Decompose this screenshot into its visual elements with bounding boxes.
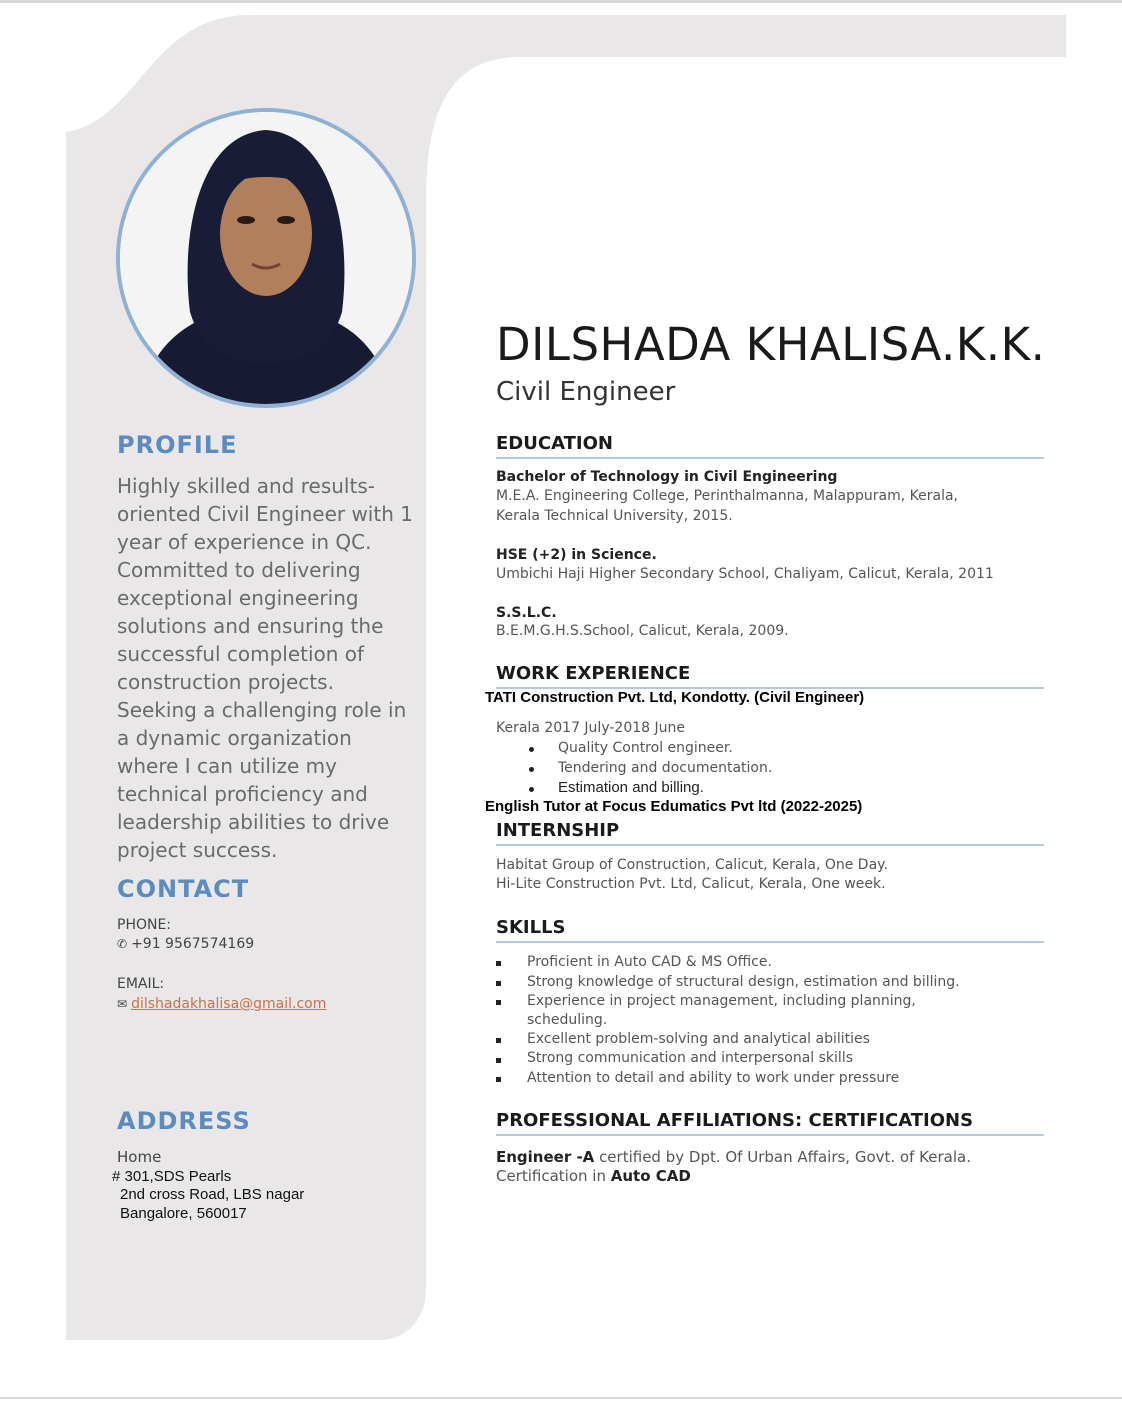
- certification-bold: Auto CAD: [610, 1167, 691, 1185]
- bullet-square: [496, 1077, 501, 1082]
- bullet-square: [496, 961, 501, 966]
- skill-item: Proficient in Auto CAD & MS Office.: [527, 954, 772, 970]
- affiliations-heading: PROFESSIONAL AFFILIATIONS: CERTIFICATIONS: [496, 1110, 1044, 1136]
- education-detail: Umbichi Haji Higher Secondary School, Chaliyam, Calicut, Kerala, 2011: [496, 566, 994, 582]
- education-degree: S.S.L.C.: [496, 605, 557, 621]
- affiliation-line: [496, 1148, 971, 1166]
- work-period: Kerala 2017 July-2018 June: [496, 720, 685, 736]
- bullet-dot: [529, 767, 534, 772]
- skill-item: Strong knowledge of structural design, estimation and billing.: [527, 974, 960, 990]
- internship-line: Hi-Lite Construction Pvt. Ltd, Calicut, Kerala, One week.: [496, 876, 886, 892]
- address-heading: ADDRESS: [117, 1107, 251, 1135]
- phone-icon: ✆: [117, 937, 128, 951]
- phone-row: [117, 936, 254, 952]
- skill-item-continued: scheduling.: [527, 1012, 608, 1028]
- email-label: EMAIL:: [117, 976, 165, 992]
- email-row: [117, 996, 326, 1012]
- internship-line: Habitat Group of Construction, Calicut, Kerala, One Day.: [496, 857, 888, 873]
- address-line: 2nd cross Road, LBS nagar: [120, 1186, 305, 1203]
- candidate-name: DILSHADA KHALISA.K.K.: [496, 318, 1046, 371]
- education-degree: HSE (+2) in Science.: [496, 547, 657, 563]
- work-extra-role: English Tutor at Focus Edumatics Pvt ltd (2022-2025): [485, 798, 863, 815]
- skill-item: Attention to detail and ability to work under pressure: [527, 1070, 900, 1086]
- email-link[interactable]: dilshadakhalisa@gmail.com: [131, 996, 327, 1012]
- work-bullet: Estimation and billing.: [558, 779, 704, 796]
- education-detail: Kerala Technical University, 2015.: [496, 508, 733, 524]
- top-border-line: [0, 0, 1122, 3]
- education-detail: M.E.A. Engineering College, Perinthalmanna, Malappuram, Kerala,: [496, 488, 958, 504]
- phone-label: PHONE:: [117, 917, 172, 933]
- address-line: # 301,SDS Pearls: [112, 1168, 232, 1185]
- job-title: Civil Engineer: [496, 377, 676, 407]
- skills-heading: SKILLS: [496, 917, 1044, 943]
- bottom-border-line: [0, 1397, 1122, 1399]
- work-company: TATI Construction Pvt. Ltd, Kondotty. (Civil Engineer): [485, 689, 865, 706]
- certification-line: [496, 1167, 691, 1185]
- education-degree: Bachelor of Technology in Civil Engineering: [496, 469, 838, 485]
- skill-item: Experience in project management, including planning,: [527, 993, 916, 1009]
- certification-prefix: Certification in: [496, 1167, 611, 1185]
- affiliation-bold: Engineer -A: [496, 1148, 595, 1166]
- address-label: Home: [117, 1148, 162, 1166]
- bullet-square: [496, 981, 501, 986]
- work-bullet: Tendering and documentation.: [558, 760, 773, 776]
- profile-heading: PROFILE: [117, 431, 238, 459]
- affiliation-rest: certified by Dpt. Of Urban Affairs, Govt. of Kerala.: [594, 1148, 971, 1166]
- education-heading: EDUCATION: [496, 433, 1044, 459]
- skill-item: Excellent problem-solving and analytical abilities: [527, 1031, 870, 1047]
- address-line: Bangalore, 560017: [120, 1205, 247, 1222]
- bullet-square: [496, 1038, 501, 1043]
- mail-icon: ✉: [117, 997, 128, 1011]
- bullet-dot: [529, 787, 534, 792]
- education-detail: B.E.M.G.H.S.School, Calicut, Kerala, 2009.: [496, 623, 789, 639]
- phone-number: +91 9567574169: [131, 936, 255, 952]
- bullet-dot: [529, 747, 534, 752]
- contact-heading: CONTACT: [117, 875, 250, 903]
- bullet-square: [496, 1058, 501, 1063]
- profile-summary: Highly skilled and results-oriented Civil Engineer with 1 year of experience in QC. Committed to delivering exceptional engineering solutions and ensuring the successful completion of construction projects. Seeking a challenging role in a dynamic organization where I can utilize my technical proficiency and leadership abilities to drive project success.: [117, 474, 413, 862]
- skill-item: Strong communication and interpersonal skills: [527, 1050, 853, 1066]
- work-experience-heading: WORK EXPERIENCE: [496, 663, 1044, 689]
- bullet-square: [496, 1000, 501, 1005]
- internship-heading: INTERNSHIP: [496, 820, 1044, 846]
- profile-photo: [116, 108, 416, 408]
- work-bullet: Quality Control engineer.: [558, 740, 733, 756]
